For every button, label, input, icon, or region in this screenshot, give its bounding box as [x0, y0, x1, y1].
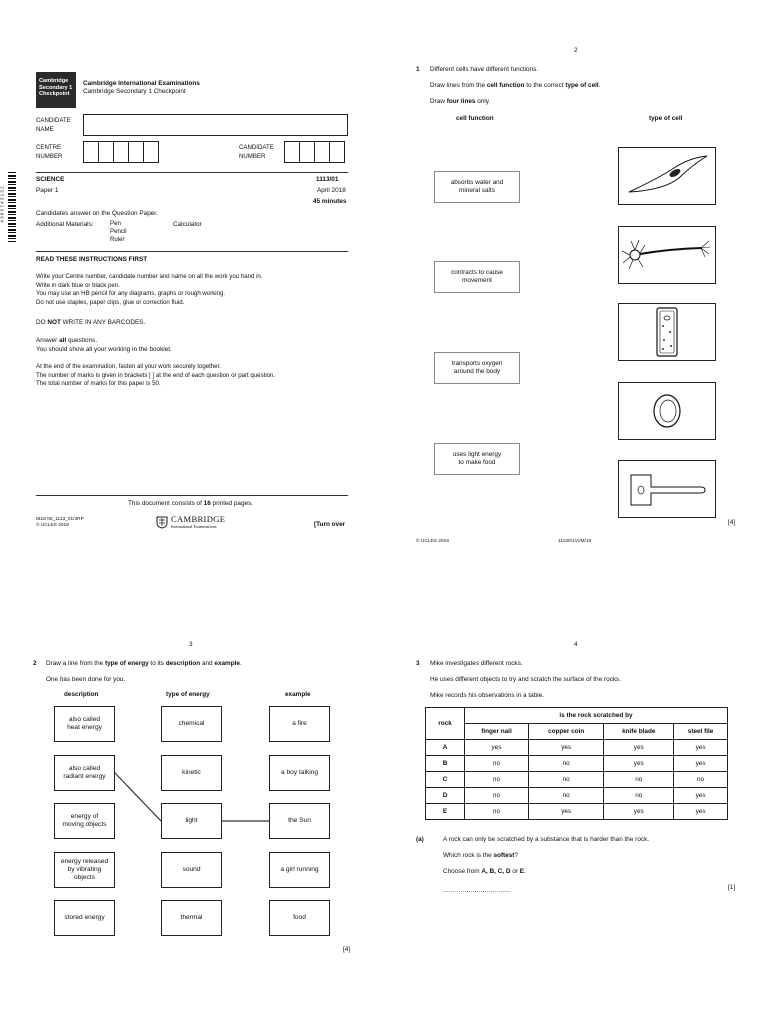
- q-bold-1: type of energy: [104, 660, 149, 667]
- example-text: a girl running: [280, 866, 319, 873]
- instructions-heading: READ THESE INSTRUCTIONS FIRST: [36, 256, 148, 263]
- draw-four-lines: [430, 98, 490, 106]
- candidate-number-label: CANDIDATE NUMBER: [239, 144, 274, 160]
- table-cell: no: [604, 788, 674, 804]
- barcode: [8, 172, 16, 242]
- cambridge-sub: International Examinations: [171, 524, 217, 529]
- done-for-you: One has been done for you.: [46, 676, 126, 683]
- page-count: [128, 500, 253, 508]
- instr-bold-2: type of cell: [565, 82, 599, 89]
- which-bold: softest: [493, 852, 515, 859]
- materials-extra: Calculator: [173, 221, 202, 228]
- q-pre: Draw a line from the: [46, 660, 105, 667]
- logo-line-2: Secondary 1: [39, 84, 73, 91]
- column-cell-function: cell function: [456, 115, 494, 122]
- logo-line-3: Checkpoint: [39, 91, 70, 98]
- draw-post: only.: [475, 98, 491, 105]
- table-cell: yes: [674, 740, 728, 756]
- footer-copyright: © UCLES 2018: [416, 539, 449, 544]
- paper-code: 1113/01: [316, 176, 339, 183]
- question-text: [46, 660, 242, 668]
- centre-number-label: CENTRE NUMBER: [36, 144, 63, 160]
- description-box[interactable]: [54, 755, 115, 791]
- table-cell: yes: [604, 740, 674, 756]
- question-instruction: [430, 82, 601, 90]
- description-box[interactable]: [54, 852, 115, 888]
- page-number: 2: [574, 47, 578, 54]
- cell-image-box[interactable]: [618, 460, 716, 518]
- rock-label: B: [426, 756, 465, 772]
- example-box[interactable]: [269, 755, 330, 791]
- cambridge-wordmark: CAMBRIDGE: [171, 514, 226, 524]
- show-working: You should show all your working in the booklet.: [36, 346, 172, 353]
- instructions-block-2: At the end of the examination, fasten all your work securely together. The number of marks is given in brackets [ ] at the end of each question or part question. The total number of marks for this paper is 50.: [36, 363, 276, 388]
- example-box[interactable]: [269, 706, 330, 742]
- table-cell: no: [528, 772, 603, 788]
- duration: 45 minutes: [313, 198, 347, 205]
- barcode-warning-not: NOT: [47, 319, 61, 326]
- choose-pre: Choose from: [443, 868, 482, 875]
- energy-type-text: sound: [182, 866, 201, 873]
- candidate-name-field[interactable]: [83, 114, 348, 136]
- q-bold-3: example: [214, 660, 240, 667]
- draw-bold: four lines: [446, 98, 476, 105]
- marks: [4]: [728, 519, 736, 526]
- table-row: [426, 740, 728, 756]
- column-header: finger nail: [465, 724, 529, 740]
- column-header: knife blade: [604, 724, 674, 740]
- materials-list: Pen Pencil Ruler: [110, 220, 127, 243]
- question-number: 3: [416, 660, 420, 667]
- table-cell: no: [465, 772, 529, 788]
- choose-e: E: [519, 868, 524, 875]
- checkpoint-logo: [36, 72, 76, 108]
- column-header: steel file: [674, 724, 728, 740]
- energy-type-box[interactable]: [161, 803, 222, 839]
- rock-header: rock: [426, 708, 465, 740]
- example-box[interactable]: [269, 803, 330, 839]
- root-hair-cell-icon: [619, 461, 715, 517]
- matching-line-description: [115, 773, 161, 821]
- candidate-digit-box[interactable]: [284, 141, 300, 163]
- table-cell: yes: [674, 756, 728, 772]
- energy-type-text: chemical: [178, 720, 205, 727]
- answer-all-pre: Answer: [36, 337, 60, 344]
- column-type-of-cell: type of cell: [649, 115, 683, 122]
- description-box[interactable]: [54, 803, 115, 839]
- cell-image-box[interactable]: [618, 382, 716, 440]
- cell-function-box[interactable]: [434, 352, 520, 384]
- divider: [36, 251, 348, 252]
- question-intro: Mike investigates different rocks.: [430, 660, 523, 667]
- answer-line[interactable]: ..................................: [443, 887, 511, 894]
- candidate-digit-box[interactable]: [314, 141, 330, 163]
- group-header: is the rock scratched by: [465, 708, 728, 724]
- table-cell: no: [674, 772, 728, 788]
- instr-mid: to the correct: [524, 82, 566, 89]
- q-post: .: [239, 660, 242, 667]
- rock-label: E: [426, 804, 465, 820]
- muscle-cell-icon: [619, 148, 715, 204]
- draw-pre: Draw: [430, 98, 447, 105]
- example-text: the Sun: [288, 817, 311, 824]
- table-cell: yes: [674, 788, 728, 804]
- which-pre: Which rock is the: [443, 852, 494, 859]
- description-text: energy released by vibrating objects: [60, 858, 109, 881]
- barcode-warning: [36, 319, 145, 327]
- part-a-text: A rock can only be scratched by a substance that is harder than the rock.: [443, 836, 650, 843]
- table-cell: yes: [465, 740, 529, 756]
- divider: [36, 495, 348, 496]
- divider: [36, 172, 348, 173]
- answer-all: [36, 337, 97, 345]
- table-cell: no: [604, 772, 674, 788]
- energy-type-box[interactable]: [161, 755, 222, 791]
- instr-bold-1: cell function: [486, 82, 525, 89]
- table-cell: no: [528, 788, 603, 804]
- cell-function-text: contracts to cause movement: [451, 269, 503, 284]
- rock-label: D: [426, 788, 465, 804]
- page-count-pre: This document consists of: [128, 500, 204, 507]
- description-box[interactable]: [54, 900, 115, 936]
- centre-digit-box[interactable]: [143, 141, 159, 163]
- column-example: example: [285, 691, 311, 698]
- cell-function-box[interactable]: [434, 171, 520, 203]
- choose-post: .: [524, 868, 526, 875]
- question-line-2: He uses different objects to try and scratch the surface of the rocks.: [430, 676, 621, 683]
- centre-digit-box[interactable]: [128, 141, 144, 163]
- red-blood-cell-icon: [619, 383, 715, 439]
- choose-bold: A, B, C, D: [481, 868, 511, 875]
- table-cell: yes: [604, 756, 674, 772]
- instructions-block-1: Write your Centre number, candidate number and name on all the work you hand in. Write in dark blue or black pen. You may use an HB pencil for any diagrams, graphs or rough working. Do not use staples, paper clips, glue or correction fluid.: [36, 273, 263, 306]
- marks: [4]: [343, 946, 351, 953]
- energy-type-text: kinetic: [182, 769, 201, 776]
- page-count-post: printed pages.: [210, 500, 254, 507]
- instr-pre: Draw lines from the: [430, 82, 487, 89]
- answer-all-bold: all: [59, 337, 67, 344]
- org-name: Cambridge International Examinations: [83, 80, 200, 87]
- page-number: 4: [574, 641, 578, 648]
- centre-digit-box[interactable]: [83, 141, 99, 163]
- cambridge-crest-icon: [155, 515, 169, 529]
- table-cell: no: [465, 788, 529, 804]
- description-text: also called radiant energy: [63, 765, 106, 780]
- nerve-cell-icon: [619, 227, 715, 283]
- part-a-label: (a): [416, 836, 424, 843]
- table-cell: yes: [674, 804, 728, 820]
- table-header-row: [426, 708, 728, 724]
- materials-label: Additional Materials:: [36, 221, 94, 228]
- description-text: stored energy: [64, 914, 105, 921]
- page-count-number: 16: [203, 500, 211, 507]
- q-bold-2: description: [165, 660, 201, 667]
- candidate-digit-box[interactable]: [329, 141, 345, 163]
- example-box[interactable]: [269, 852, 330, 888]
- centre-digit-box[interactable]: [113, 141, 129, 163]
- column-header: copper coin: [528, 724, 603, 740]
- example-text: a boy talking: [280, 769, 319, 776]
- energy-type-text: light: [185, 817, 198, 824]
- marks: [1]: [728, 884, 736, 891]
- candidate-name-label: CANDIDATE NAME: [36, 117, 71, 133]
- table-cell: no: [465, 804, 529, 820]
- barcode-warning-pre: DO: [36, 319, 48, 326]
- table-cell: no: [528, 756, 603, 772]
- description-text: also called heat energy: [67, 716, 102, 731]
- plant-cell-icon: [619, 304, 715, 360]
- table-row: [426, 756, 728, 772]
- rock-label: C: [426, 772, 465, 788]
- q-mid: to its: [148, 660, 166, 667]
- instr-post: .: [598, 82, 601, 89]
- which-softest: [443, 852, 518, 860]
- program-name: Cambridge Secondary 1 Checkpoint: [83, 88, 186, 95]
- energy-type-box[interactable]: [161, 852, 222, 888]
- centre-digit-box[interactable]: [98, 141, 114, 163]
- rock-table: [425, 707, 728, 820]
- rock-label: A: [426, 740, 465, 756]
- cell-image-box[interactable]: [618, 226, 716, 284]
- cell-image-box[interactable]: [618, 303, 716, 361]
- example-text: a fire: [292, 720, 307, 727]
- exam-date: April 2018: [317, 187, 346, 194]
- answer-on-paper: Candidates answer on the Question Paper.: [36, 210, 158, 217]
- barcode-warning-post: WRITE IN ANY BARCODES.: [60, 319, 146, 326]
- cell-image-box[interactable]: [618, 147, 716, 205]
- question-line-3: Mike records his observations in a table.: [430, 692, 545, 699]
- page-number: 3: [189, 641, 193, 648]
- footer-code: 1113/01/A/M/18: [558, 539, 592, 544]
- energy-type-text: thermal: [180, 914, 203, 921]
- cell-function-box[interactable]: [434, 261, 520, 293]
- table-cell: yes: [528, 740, 603, 756]
- candidate-digit-box[interactable]: [299, 141, 315, 163]
- cell-function-text: uses light energy to make food: [452, 451, 502, 466]
- answer-all-post: questions.: [66, 337, 98, 344]
- column-type-of-energy: type of energy: [166, 691, 210, 698]
- choose-from: [443, 868, 526, 876]
- example-text: food: [293, 914, 306, 921]
- column-description: description: [64, 691, 99, 698]
- table-cell: yes: [604, 804, 674, 820]
- subject: SCIENCE: [36, 176, 65, 183]
- choose-or: or: [510, 868, 520, 875]
- table-subheader-row: [426, 724, 728, 740]
- question-number: 2: [33, 660, 37, 667]
- barcode-digits: 4 3 6 5 7 4 3 1 3 2: [0, 186, 5, 223]
- which-post: ?: [514, 852, 518, 859]
- description-text: energy of moving objects: [62, 813, 107, 828]
- energy-type-box[interactable]: [161, 900, 222, 936]
- q-and: and: [200, 660, 215, 667]
- description-box[interactable]: [54, 706, 115, 742]
- logo-line-1: Cambridge: [39, 78, 69, 84]
- table-cell: no: [465, 756, 529, 772]
- table-row: [426, 804, 728, 820]
- question-number: 1: [416, 66, 420, 73]
- footer-code: IB18 05_1113_01/3RP: [36, 517, 84, 522]
- turn-over: [Turn over: [314, 521, 346, 528]
- cell-function-text: absorbs water and mineral salts: [450, 179, 504, 194]
- paper-number: Paper 1: [36, 187, 59, 194]
- table-row: [426, 772, 728, 788]
- table-cell: yes: [528, 804, 603, 820]
- cell-function-text: transports oxygen around the body: [451, 360, 503, 375]
- footer-copyright: © UCLES 2018: [36, 523, 69, 528]
- table-row: [426, 788, 728, 804]
- example-box[interactable]: [269, 900, 330, 936]
- question-text: Different cells have different functions.: [430, 66, 539, 73]
- energy-type-box[interactable]: [161, 706, 222, 742]
- cell-function-box[interactable]: [434, 443, 520, 475]
